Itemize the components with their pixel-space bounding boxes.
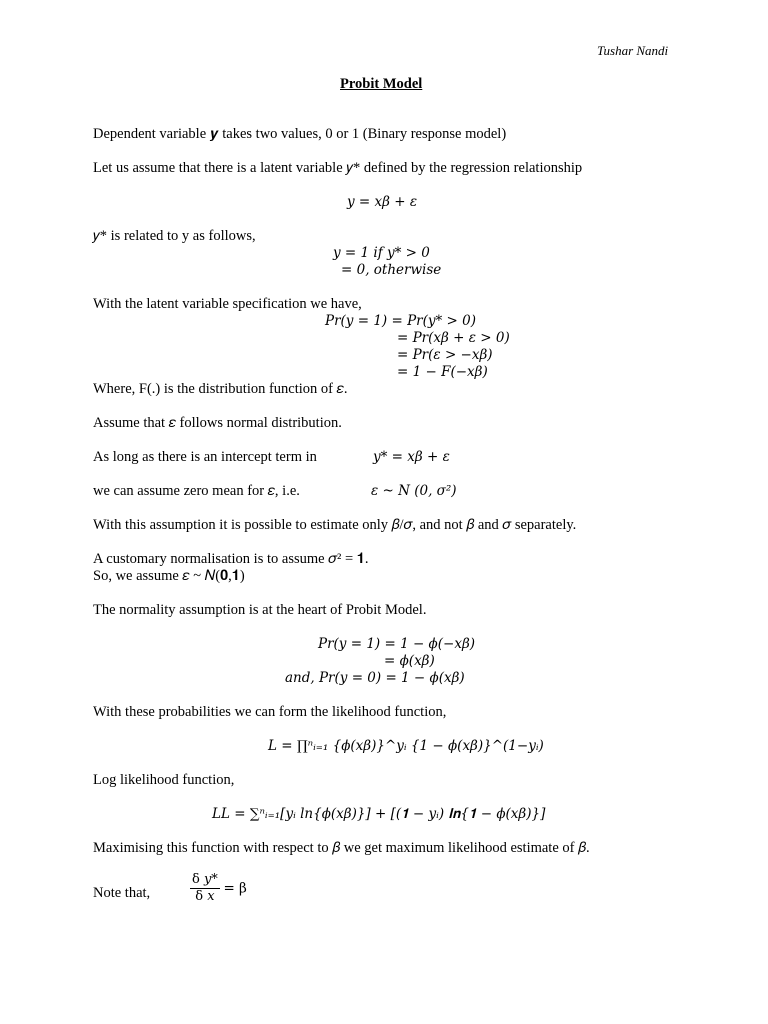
- equation-pr-line-2: = Pr(𝑥𝛽 + 𝜀 > 0): [397, 330, 510, 346]
- paragraph-binary-response: Dependent variable 𝒚 takes two values, 0 or 1 (Binary response model): [93, 126, 507, 142]
- author-name: Tushar Nandi: [597, 43, 669, 58]
- paragraph-estimate: With this assumption it is possible to estimate only 𝛽/𝜎, and not 𝛽 and 𝜎 separately.: [93, 517, 577, 533]
- equation-probit-line-2: = ϕ(xβ): [384, 653, 435, 669]
- paragraph-distribution-function: Where, F(.) is the distribution function of 𝜀.: [93, 381, 348, 397]
- equation-regression: 𝑦 = 𝑥𝛽 + 𝜀: [347, 194, 418, 210]
- equation-pr-line-1: Pr(𝑦 = 1) = Pr(𝑦* > 0): [325, 313, 477, 329]
- equation-likelihood: L = ∏ⁿᵢ₌₁ {ϕ(𝑥β)}^𝑦ᵢ {1 − ϕ(𝑥β)}^(1−𝑦ᵢ): [268, 738, 544, 754]
- paragraph-specification: With the latent variable specification we have,: [93, 296, 362, 312]
- equation-probit-line-1: Pr(𝑦 = 1) = 1 − ϕ(−xβ): [318, 636, 476, 652]
- equation-y-case-1: 𝑦 = 1 𝑖𝑓 𝑦* > 0: [333, 245, 430, 261]
- paragraph-relation: 𝑦* is related to y as follows,: [93, 228, 256, 244]
- paragraph-likelihood-intro: With these probabilities we can form the likelihood function,: [93, 704, 447, 720]
- paragraph-latent-variable: Let us assume that there is a latent variable 𝑦* defined by the regression relationship: [93, 160, 583, 176]
- paragraph-normal-assumption: Assume that 𝜀 follows normal distribution.: [93, 415, 342, 431]
- equation-pr-line-3: = Pr(𝜀 > −𝑥𝛽): [397, 347, 493, 363]
- equation-y-case-2: = 0, 𝑜𝑡ℎ𝑒𝑟𝑤𝑖𝑠𝑒: [341, 262, 442, 278]
- derivative-rhs: = β: [223, 880, 247, 897]
- paragraph-intercept: As long as there is an intercept term in: [93, 449, 317, 465]
- derivative-fraction: [190, 872, 220, 905]
- paragraph-loglik-intro: Log likelihood function,: [93, 772, 235, 788]
- paragraph-normalisation: A customary normalisation is to assume 𝜎² = 𝟏.: [93, 551, 369, 567]
- equation-derivative: [190, 872, 247, 905]
- derivative-numerator: δ 𝑦*: [192, 872, 218, 887]
- paragraph-maximising: Maximising this function with respect to 𝛽 we get maximum likelihood estimate of 𝛽.: [93, 840, 590, 856]
- equation-probit-line-3: 𝑎𝑛𝑑, Pr(𝑦 = 0) = 1 − ϕ(xβ): [285, 670, 465, 686]
- paragraph-standard-normal: So, we assume 𝜀 ~ 𝑁(𝟎,𝟏): [93, 568, 245, 584]
- paragraph-zero-mean: we can assume zero mean for 𝜀, i.e.: [93, 483, 300, 499]
- equation-log-likelihood: LL = ∑ⁿᵢ₌₁[𝑦ᵢ ln{ϕ(𝑥β)}] + [(𝟏 − 𝑦ᵢ) 𝐥𝐧{𝟏 − ϕ(𝑥β)}]: [212, 806, 546, 822]
- equation-pr-line-4: = 1 − 𝐹(−𝑥𝛽): [397, 364, 488, 380]
- equation-error-distribution: 𝜀 ~ 𝑁 (0, 𝜎²): [371, 483, 457, 499]
- equation-latent: 𝑦* = 𝑥𝛽 + 𝜀: [373, 449, 450, 465]
- page-title: Probit Model: [340, 76, 423, 92]
- paragraph-probit-heart: The normality assumption is at the heart of Probit Model.: [93, 602, 427, 618]
- derivative-denominator: δ 𝑥: [195, 889, 215, 904]
- paragraph-note: Note that,: [93, 885, 151, 901]
